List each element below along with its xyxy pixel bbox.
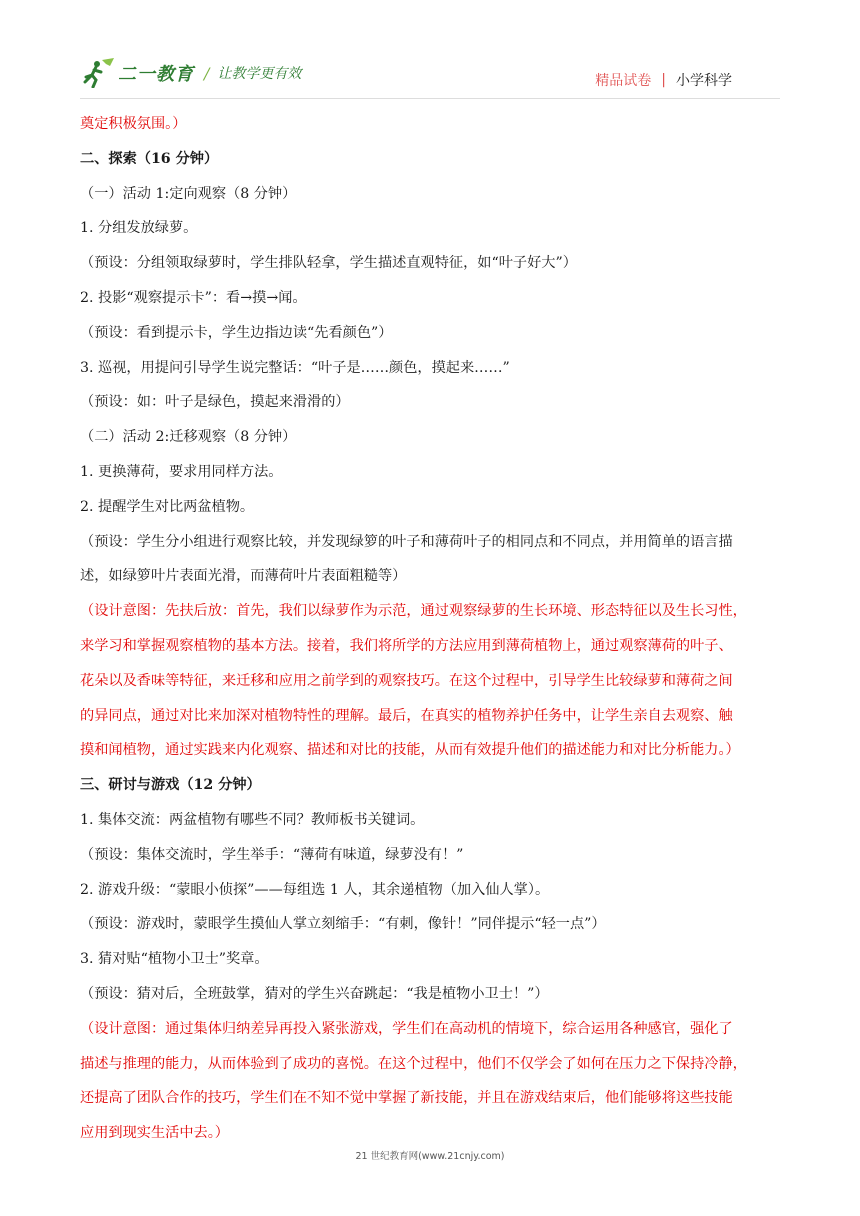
design-intent: 来学习和掌握观察植物的基本方法。接着，我们将所学的方法应用到薄荷植物上，通过观察薄荷的叶子、: [80, 637, 733, 654]
step-item: 3. 巡视，用提问引导学生说完整话：“叶子是……颜色，摸起来……”: [80, 359, 510, 376]
logo: [80, 58, 301, 88]
step-item: 2. 游戏升级：“蒙眼小侦探”——每组选 1 人，其余递植物（加入仙人掌）。: [80, 881, 550, 898]
preset-note: （预设：集体交流时，学生举手：“薄荷有味道，绿萝没有！”: [80, 846, 464, 863]
step-item: 3. 猜对贴“植物小卫士”奖章。: [80, 951, 269, 968]
preset-note: （预设：分组领取绿萝时，学生排队轻拿，学生描述直观特征，如“叶子好大”）: [80, 255, 577, 272]
preset-note: （预设：猜对后，全班鼓掌，猜对的学生兴奋跳起：“我是植物小卫士！”）: [80, 985, 549, 1002]
preset-note: 述，如绿箩叶片表面光滑，而薄荷叶片表面粗糙等）: [80, 568, 407, 585]
section-heading: 三、研讨与游戏（12 分钟）: [80, 777, 261, 794]
design-intent: 花朵以及香味等特征，来迁移和应用之前学到的观察技巧。在这个过程中，引导学生比较绿萝和薄荷之间: [80, 672, 733, 689]
preset-note: （预设：游戏时，蒙眼学生摸仙人掌立刻缩手：“有刺，像针！”同伴提示“轻一点”）: [80, 916, 606, 933]
step-item: 2. 提醒学生对比两盆植物。: [80, 498, 255, 515]
runner-logo-icon: [80, 58, 116, 88]
preset-note: （预设：看到提示卡，学生边指边读“先看颜色”）: [80, 324, 393, 341]
design-intent: 描述与推理的能力，从而体验到了成功的喜悦。在这个过程中，他们不仅学会了如何在压力之下保持冷静，: [80, 1055, 747, 1072]
preset-note: （预设：学生分小组进行观察比较，并发现绿箩的叶子和薄荷叶子的相同点和不同点，并用简单的语言描: [80, 533, 733, 550]
design-intent: （设计意图：通过集体归纳差异再投入紧张游戏，学生们在高动机的情境下，综合运用各种感官，强化了: [80, 1020, 733, 1037]
step-item: 1. 集体交流：两盆植物有哪些不同？教师板书关键词。: [80, 811, 425, 828]
preset-note: （预设：如：叶子是绿色，摸起来滑滑的）: [80, 394, 350, 411]
header-tags: [595, 70, 732, 90]
tag-subject: 小学科学: [676, 73, 732, 89]
page-header: [80, 58, 780, 98]
section-heading: 二、探索（16 分钟）: [80, 150, 219, 167]
step-item: 2. 投影“观察提示卡”：看→摸→闻。: [80, 289, 307, 306]
paragraph: 奠定积极氛围。）: [80, 116, 187, 132]
design-intent: （设计意图：先扶后放：首先，我们以绿萝作为示范，通过观察绿萝的生长环境、形态特征以及生长习性，: [80, 603, 747, 620]
subsection-heading: （二）活动 2:迁移观察（8 分钟）: [80, 429, 297, 446]
design-intent: 摸和闻植物，通过实践来内化观察、描述和对比的技能，从而有效提升他们的描述能力和对比分析能力。）: [80, 742, 740, 759]
step-item: 1. 更换薄荷，要求用同样方法。: [80, 463, 283, 480]
brand-name: 二一教育: [118, 64, 194, 85]
document-body: [80, 107, 780, 1151]
tag-premium-paper: 精品试卷: [595, 73, 652, 89]
design-intent: 还提高了团队合作的技巧，学生们在不知不觉中掌握了新技能，并且在游戏结束后，他们能够将这些技能: [80, 1090, 733, 1107]
step-item: 1. 分组发放绿萝。: [80, 220, 198, 237]
header-divider: [80, 98, 780, 99]
design-intent: 的异同点，通过对比来加深对植物特性的理解。最后，在真实的植物养护任务中，让学生亲自去观察、触: [80, 707, 733, 724]
tag-separator: |: [661, 72, 666, 88]
brand-separator: /: [204, 63, 210, 83]
subsection-heading: （一）活动 1:定向观察（8 分钟）: [80, 185, 297, 202]
brand-slogan: 让教学更有效: [217, 66, 302, 82]
design-intent: 应用到现实生活中去。）: [80, 1125, 229, 1142]
page-footer: 21 世纪教育网(www.21cnjy.com): [355, 1151, 505, 1162]
